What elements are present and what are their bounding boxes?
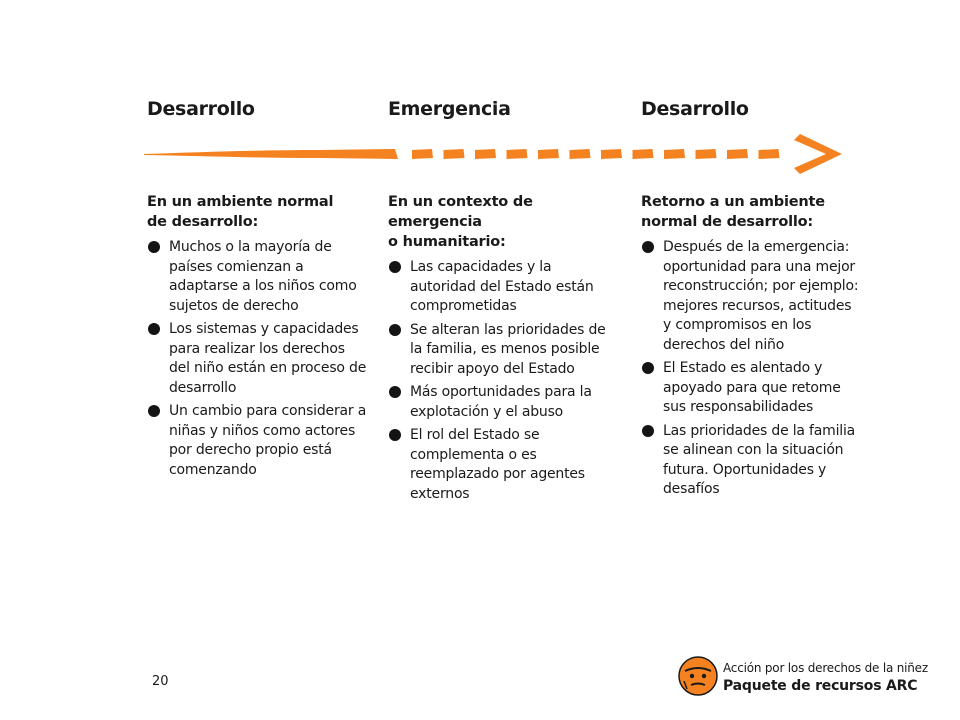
column-heading xyxy=(147,192,369,232)
arrow-solid-stroke xyxy=(144,149,398,159)
arrow-body xyxy=(144,149,780,159)
bullet-text: Las capacidades y la autoridad del Estado están comprometidas xyxy=(410,259,594,314)
arrow-dash-segment xyxy=(412,149,433,159)
arrow-dash-segment xyxy=(570,149,591,159)
bullet-item xyxy=(641,238,863,355)
bullet-text: Más oportunidades para la explotación y el abuso xyxy=(410,384,592,420)
arrow-dash-segment xyxy=(538,149,559,159)
arrow-dash-segment xyxy=(444,149,465,159)
bullet-text: El Estado es alentado y apoyado para que retome sus responsabilidades xyxy=(663,360,841,415)
bullet-item xyxy=(147,238,369,316)
bullet-item xyxy=(388,426,610,504)
bullet-dot-icon xyxy=(642,241,654,253)
column-heading-line: En un ambiente normal xyxy=(147,194,334,210)
bullet-text: Los sistemas y capacidades para realizar los derechos del niño están en proceso de desarrollo xyxy=(169,321,367,396)
timeline-arrow xyxy=(140,128,850,176)
arrow-head xyxy=(794,134,842,174)
bullet-dot-icon xyxy=(389,261,401,273)
arrow-dash-segment xyxy=(696,149,717,159)
bullet-item xyxy=(388,321,610,380)
bullet-text: Se alteran las prioridades de la familia, es menos posible recibir apoyo del Estado xyxy=(410,321,606,377)
arc-logo-icon xyxy=(677,655,719,697)
column-heading-line: o humanitario: xyxy=(388,234,506,250)
bullet-text: El rol del Estado se complementa o es reemplazado por agentes externos xyxy=(410,427,585,502)
bullet-list xyxy=(388,258,610,504)
page-number: 20 xyxy=(152,674,169,689)
arrow-dash-segment xyxy=(633,149,654,159)
phase-title-desarrollo-1: Desarrollo xyxy=(147,98,255,120)
column-emergency xyxy=(388,192,610,508)
bullet-text: Un cambio para considerar a niñas y niños como actores por derecho propio está comenzando xyxy=(169,403,367,478)
column-heading-line: normal de desarrollo: xyxy=(641,214,814,230)
column-heading xyxy=(388,192,610,252)
phase-title-emergencia: Emergencia xyxy=(388,98,511,120)
bullet-dot-icon xyxy=(148,323,160,335)
bullet-item xyxy=(147,402,369,480)
bullet-dot-icon xyxy=(642,425,654,437)
arrow-dash-segment xyxy=(475,149,496,159)
bullet-list xyxy=(147,238,369,480)
bullet-dot-icon xyxy=(148,241,160,253)
footer-org-name: Acción por los derechos de la niñez xyxy=(723,661,928,675)
bullet-item xyxy=(147,320,369,398)
bullet-dot-icon xyxy=(389,324,401,336)
column-heading-line: Retorno a un ambiente xyxy=(641,194,825,210)
phase-title-desarrollo-2: Desarrollo xyxy=(641,98,749,120)
arrow-dash-segment xyxy=(759,149,780,159)
arrow-dash-segment xyxy=(507,149,528,159)
bullet-item xyxy=(388,383,610,422)
column-normal-development xyxy=(147,192,369,484)
bullet-item xyxy=(388,258,610,317)
bullet-item xyxy=(641,359,863,418)
arrow-dash-segment xyxy=(727,149,748,159)
bullet-list xyxy=(641,238,863,500)
arrow-dash-segment xyxy=(664,149,685,159)
bullet-text: Las prioridades de la familia se alinean con la situación futura. Oportunidades y desafíos xyxy=(663,422,856,497)
bullet-dot-icon xyxy=(148,405,160,417)
bullet-item xyxy=(641,422,863,500)
bullet-dot-icon xyxy=(642,362,654,374)
column-heading xyxy=(641,192,863,232)
arrow-dash-segment xyxy=(601,149,622,159)
column-heading-line: de desarrollo: xyxy=(147,214,259,230)
bullet-dot-icon xyxy=(389,429,401,441)
footer-resource-title: Paquete de recursos ARC xyxy=(723,678,918,694)
column-heading-line: En un contexto de emergencia xyxy=(388,194,533,230)
bullet-dot-icon xyxy=(389,386,401,398)
bullet-text: Después de la emergencia: oportunidad para una mejor reconstrucción; por ejemplo: mejores recursos, actitudes y compromisos en los derechos del niño xyxy=(663,239,859,353)
column-return-to-development xyxy=(641,192,863,504)
bullet-text: Muchos o la mayoría de países comienzan a adaptarse a los niños como sujetos de derecho xyxy=(169,239,357,314)
